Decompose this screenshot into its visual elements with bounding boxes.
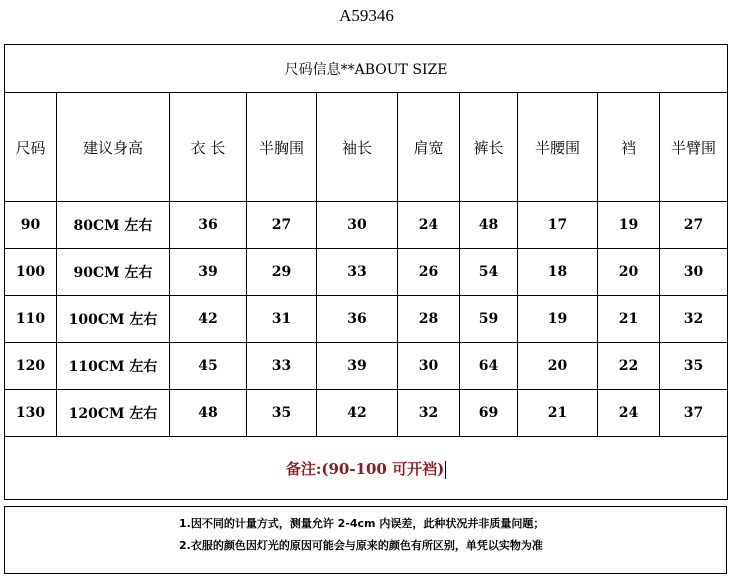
cell: 17	[518, 202, 598, 249]
table-row	[5, 296, 728, 343]
cell: 120	[5, 343, 57, 390]
cell: 30	[317, 202, 398, 249]
cell: 30	[660, 249, 728, 296]
note-line-1: 1.因不同的计量方式，测量允许 2-4cm 内误差，此种状况并非质量问题；	[179, 517, 545, 530]
cell: 27	[247, 202, 317, 249]
cell: 29	[247, 249, 317, 296]
text-cursor	[445, 461, 446, 479]
cell: 42	[170, 296, 247, 343]
cell: 21	[598, 296, 660, 343]
cell: 22	[598, 343, 660, 390]
remark-cell	[5, 437, 728, 500]
cell: 100CM 左右	[57, 296, 170, 343]
header-half-waist: 半腰围	[518, 93, 598, 202]
table-row	[5, 249, 728, 296]
cell: 20	[598, 249, 660, 296]
cell: 32	[660, 296, 728, 343]
cell: 42	[317, 390, 398, 437]
cell: 100	[5, 249, 57, 296]
header-length: 衣 长	[170, 93, 247, 202]
cell: 39	[170, 249, 247, 296]
cell: 59	[460, 296, 518, 343]
cell: 69	[460, 390, 518, 437]
header-sleeve: 袖长	[317, 93, 398, 202]
cell: 21	[518, 390, 598, 437]
cell: 45	[170, 343, 247, 390]
table-row	[5, 390, 728, 437]
cell: 39	[317, 343, 398, 390]
cell: 64	[460, 343, 518, 390]
header-shoulder: 肩宽	[398, 93, 460, 202]
cell: 35	[660, 343, 728, 390]
cell: 48	[170, 390, 247, 437]
product-code: A59346	[339, 6, 394, 25]
cell: 18	[518, 249, 598, 296]
header-size: 尺码	[5, 93, 57, 202]
header-half-chest: 半胸围	[247, 93, 317, 202]
header-pants-length: 裤长	[460, 93, 518, 202]
cell: 26	[398, 249, 460, 296]
cell: 37	[660, 390, 728, 437]
header-height: 建议身高	[57, 93, 170, 202]
cell: 19	[518, 296, 598, 343]
cell: 32	[398, 390, 460, 437]
cell: 110	[5, 296, 57, 343]
table-row	[5, 343, 728, 390]
cell: 110CM 左右	[57, 343, 170, 390]
cell: 24	[398, 202, 460, 249]
cell: 80CM 左右	[57, 202, 170, 249]
cell: 120CM 左右	[57, 390, 170, 437]
cell: 31	[247, 296, 317, 343]
cell: 28	[398, 296, 460, 343]
cell: 36	[170, 202, 247, 249]
cell: 20	[518, 343, 598, 390]
cell: 19	[598, 202, 660, 249]
remark-text: 备注:(90-100 可开裆)	[285, 459, 445, 478]
cell: 24	[598, 390, 660, 437]
cell: 90CM 左右	[57, 249, 170, 296]
cell: 33	[317, 249, 398, 296]
table-title: 尺码信息**ABOUT SIZE	[5, 45, 728, 93]
size-table	[4, 44, 728, 500]
cell: 130	[5, 390, 57, 437]
header-crotch: 裆	[598, 93, 660, 202]
header-half-arm: 半臂围	[660, 93, 728, 202]
cell: 27	[660, 202, 728, 249]
cell: 48	[460, 202, 518, 249]
cell: 36	[317, 296, 398, 343]
notes-box	[4, 506, 727, 574]
cell: 33	[247, 343, 317, 390]
cell: 90	[5, 202, 57, 249]
header-row	[5, 93, 728, 202]
cell: 54	[460, 249, 518, 296]
note-line-2: 2.衣服的颜色因灯光的原因可能会与原来的颜色有所区别，单凭以实物为准	[179, 539, 543, 552]
cell: 30	[398, 343, 460, 390]
cell: 35	[247, 390, 317, 437]
table-row	[5, 202, 728, 249]
